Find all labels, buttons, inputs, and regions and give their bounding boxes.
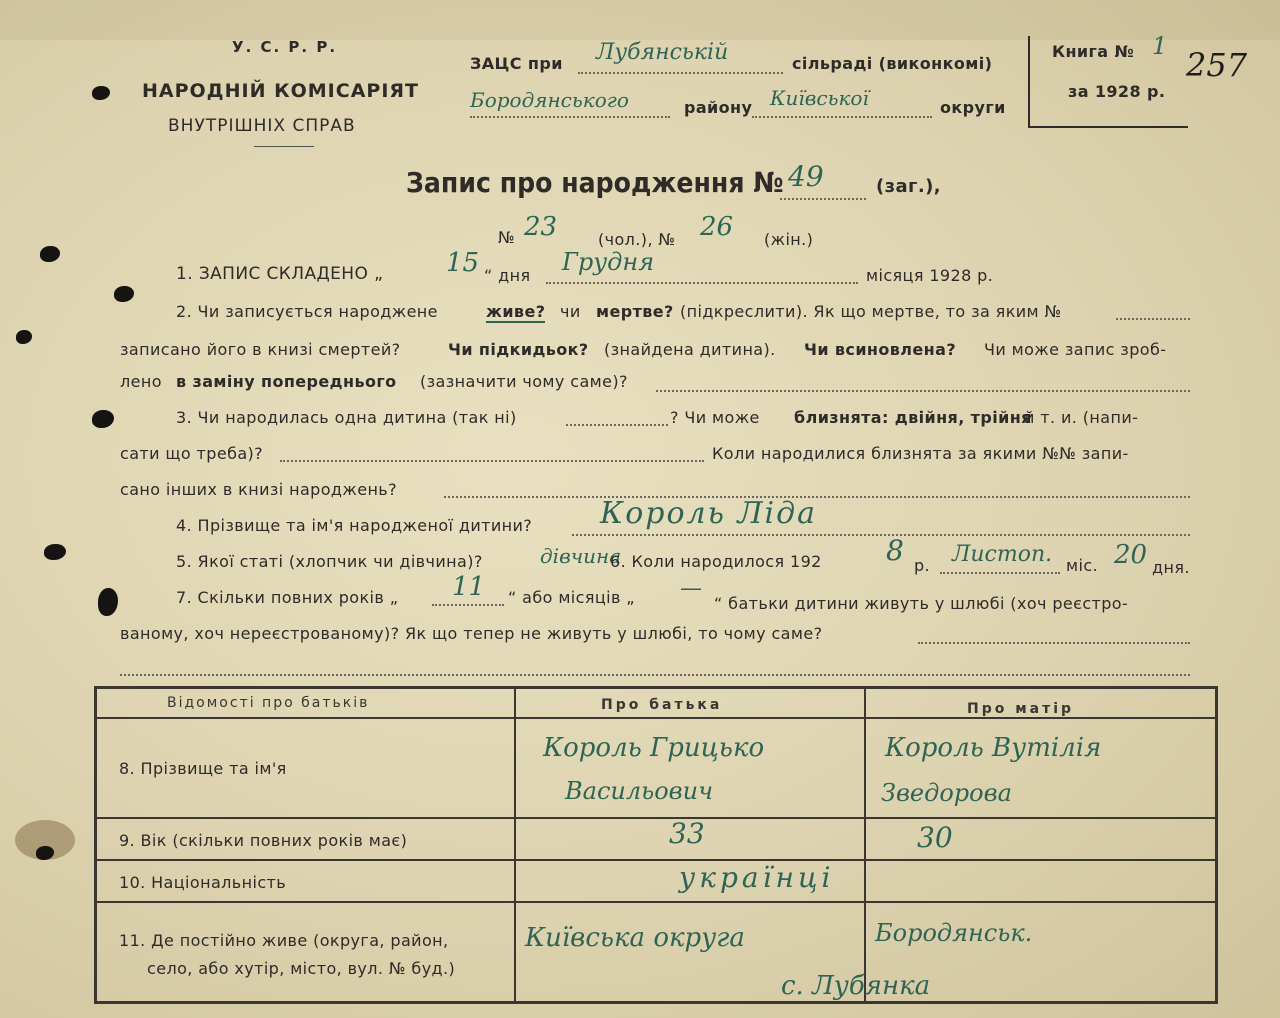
q7-text-d: ваному, хоч нереєстрованому)? Як що тепер не живуть у шлюбі, то чому саме? — [120, 624, 823, 643]
q7-text-c: “ батьки дитини живуть у шлюбі (хоч реєстро- — [714, 594, 1129, 613]
q1-prefix: 1. ЗАПИС СКЛАДЕНО „ — [176, 264, 384, 284]
punch-hole — [40, 246, 60, 262]
fill-line — [1116, 318, 1190, 320]
q2-adopted: Чи всиновлена? — [804, 340, 957, 359]
child-sex-value: дівчина — [540, 544, 622, 568]
district-label: району — [684, 98, 753, 117]
nationality-value: українці — [679, 861, 835, 894]
zags-prefix: ЗАЦС при — [470, 54, 563, 73]
fill-line — [566, 424, 668, 426]
q3-text-e: Коли народилися близнята за якими №№ запи- — [712, 444, 1129, 463]
q2-text-a: 2. Чи записується народжене — [176, 302, 438, 321]
q4-label: 4. Прізвище та ім'я народженої дитини? — [176, 516, 533, 535]
okrug-label: округи — [940, 98, 1006, 117]
column-header-mother: Про матір — [967, 701, 1075, 717]
table-divider — [864, 689, 866, 1001]
record-number-suffix: (заг.), — [876, 176, 941, 197]
row-label-age: 9. Вік (скільки повних років має) — [119, 831, 408, 850]
q2-replacement: в заміну попереднього — [176, 372, 397, 391]
fill-line — [656, 390, 1190, 392]
q6-month-suffix: міс. — [1066, 556, 1098, 575]
q6-year-suffix: р. — [914, 556, 931, 575]
row-label-nationality: 10. Національність — [119, 873, 287, 892]
q3-text-a: 3. Чи народилась одна дитина (так ні) — [176, 408, 517, 427]
row-label-residence: 11. Де постійно живе (округа, район, — [119, 931, 449, 950]
fill-line — [120, 674, 1190, 676]
mother-age-value: 30 — [917, 821, 953, 854]
birth-month-value: Листоп. — [952, 542, 1053, 567]
q6-label: 6. Коли народилося 192 — [610, 552, 822, 571]
q7-text-a: 7. Скільки повних років „ — [176, 588, 399, 607]
row-label-residence-cont: село, або хутір, місто, вул. № буд.) — [147, 959, 456, 978]
q2-foundling: Чи підкидьок? — [448, 340, 589, 359]
q3-text-c: й т. и. (напи- — [1024, 408, 1139, 427]
child-name-value: Король Ліда — [600, 496, 818, 531]
fill-line — [918, 642, 1190, 644]
fill-line — [280, 460, 704, 462]
q2-text-f: Чи може запис зроб- — [984, 340, 1167, 359]
fill-line — [546, 282, 858, 284]
q2-dead-option: мертве? — [596, 302, 674, 321]
punch-hole — [44, 544, 66, 560]
table-divider — [97, 901, 1215, 903]
fill-line — [572, 534, 1190, 536]
male-number-value: 23 — [524, 212, 558, 242]
okrug-value: Київської — [770, 86, 869, 110]
father-name-value: Король Грицько — [543, 733, 765, 763]
q3-text-b: ? Чи може — [670, 408, 760, 427]
mother-name-value: Король Вутілія — [885, 733, 1102, 763]
father-residence-value: Київська округа — [525, 923, 745, 953]
book-box — [1028, 32, 1188, 128]
republic-label: У. С. Р. Р. — [232, 38, 338, 56]
punch-hole — [16, 330, 32, 344]
fill-line — [432, 604, 504, 606]
q3-twins-options: близнята: двійня, трійня — [794, 408, 1032, 427]
fill-line — [578, 72, 783, 74]
q2-text-c: (підкреслити). Як що мертве, то за яким № — [680, 302, 1062, 321]
fill-line — [752, 116, 932, 118]
record-number-value: 49 — [788, 160, 824, 193]
record-title: Запис про народження № — [406, 166, 784, 199]
q5-label: 5. Якої статі (хлопчик чи дівчина)? — [176, 552, 483, 571]
punch-hole — [92, 86, 110, 100]
department-label: ВНУТРІШНІХ СПРАВ — [168, 116, 356, 136]
year-label: за 1928 р. — [1068, 82, 1166, 101]
q3-text-d: сати що треба)? — [120, 444, 264, 463]
q2-text-h: (зазначити чому саме)? — [420, 372, 628, 391]
fill-line — [780, 198, 866, 200]
male-number-label: № — [498, 228, 516, 247]
zags-suffix: сільраді (виконкомі) — [792, 54, 993, 73]
table-divider — [97, 859, 1215, 861]
q1-suffix: місяця 1928 р. — [866, 266, 994, 285]
paper-stain — [0, 0, 1280, 40]
zags-village-value: Лубянській — [596, 40, 729, 65]
q2-text-b: чи — [560, 302, 581, 321]
mother-residence-value: Бородянськ. — [875, 919, 1033, 947]
birth-year-digit: 8 — [886, 534, 904, 567]
q6-day-suffix: дня. — [1152, 558, 1190, 577]
commissariat-label: НАРОДНІЙ КОМІСАРІЯТ — [142, 80, 419, 102]
punch-hole — [92, 410, 114, 428]
q2-alive-option: живе? — [486, 302, 546, 321]
q3-text-f: сано інших в книзі народжень? — [120, 480, 398, 499]
column-header-father: Про батька — [601, 697, 723, 713]
marriage-years-value: 11 — [452, 572, 486, 602]
marriage-months-value: — — [680, 576, 702, 601]
header-divider — [254, 146, 314, 147]
district-value: Бородянського — [470, 88, 629, 112]
father-age-value: 33 — [669, 817, 705, 850]
q7-text-b: “ або місяців „ — [508, 588, 635, 607]
table-divider — [97, 817, 1215, 819]
village-residence-value: с. Лубянка — [781, 971, 931, 1001]
q1-day-value: 15 — [446, 248, 480, 278]
q1-day-suffix: “ дня — [484, 266, 531, 285]
q1-month-value: Грудня — [562, 248, 655, 276]
q2-text-e: (знайдена дитина). — [604, 340, 776, 359]
punch-hole — [98, 588, 118, 616]
table-divider — [514, 689, 516, 1001]
fill-line — [940, 572, 1060, 574]
book-number-value: 1 — [1152, 32, 1168, 60]
birth-day-value: 20 — [1114, 540, 1148, 570]
male-number-suffix: (чол.), № — [598, 230, 676, 249]
column-header-info: Відомості про батьків — [167, 695, 370, 711]
female-number-value: 26 — [700, 212, 734, 242]
parents-table — [94, 686, 1218, 1004]
book-label: Книга № — [1052, 42, 1135, 61]
table-divider — [97, 717, 1215, 719]
row-label-name: 8. Прізвище та ім'я — [119, 759, 287, 778]
ink-book-number: 257 — [1186, 46, 1248, 84]
fill-line — [470, 116, 670, 118]
female-number-suffix: (жін.) — [764, 230, 814, 249]
punch-hole — [114, 286, 134, 302]
q2-text-d: записано його в книзі смертей? — [120, 340, 401, 359]
q2-text-g: лено — [120, 372, 162, 391]
mother-patronymic-value: Зведорова — [881, 779, 1012, 807]
father-patronymic-value: Васильович — [565, 777, 713, 805]
